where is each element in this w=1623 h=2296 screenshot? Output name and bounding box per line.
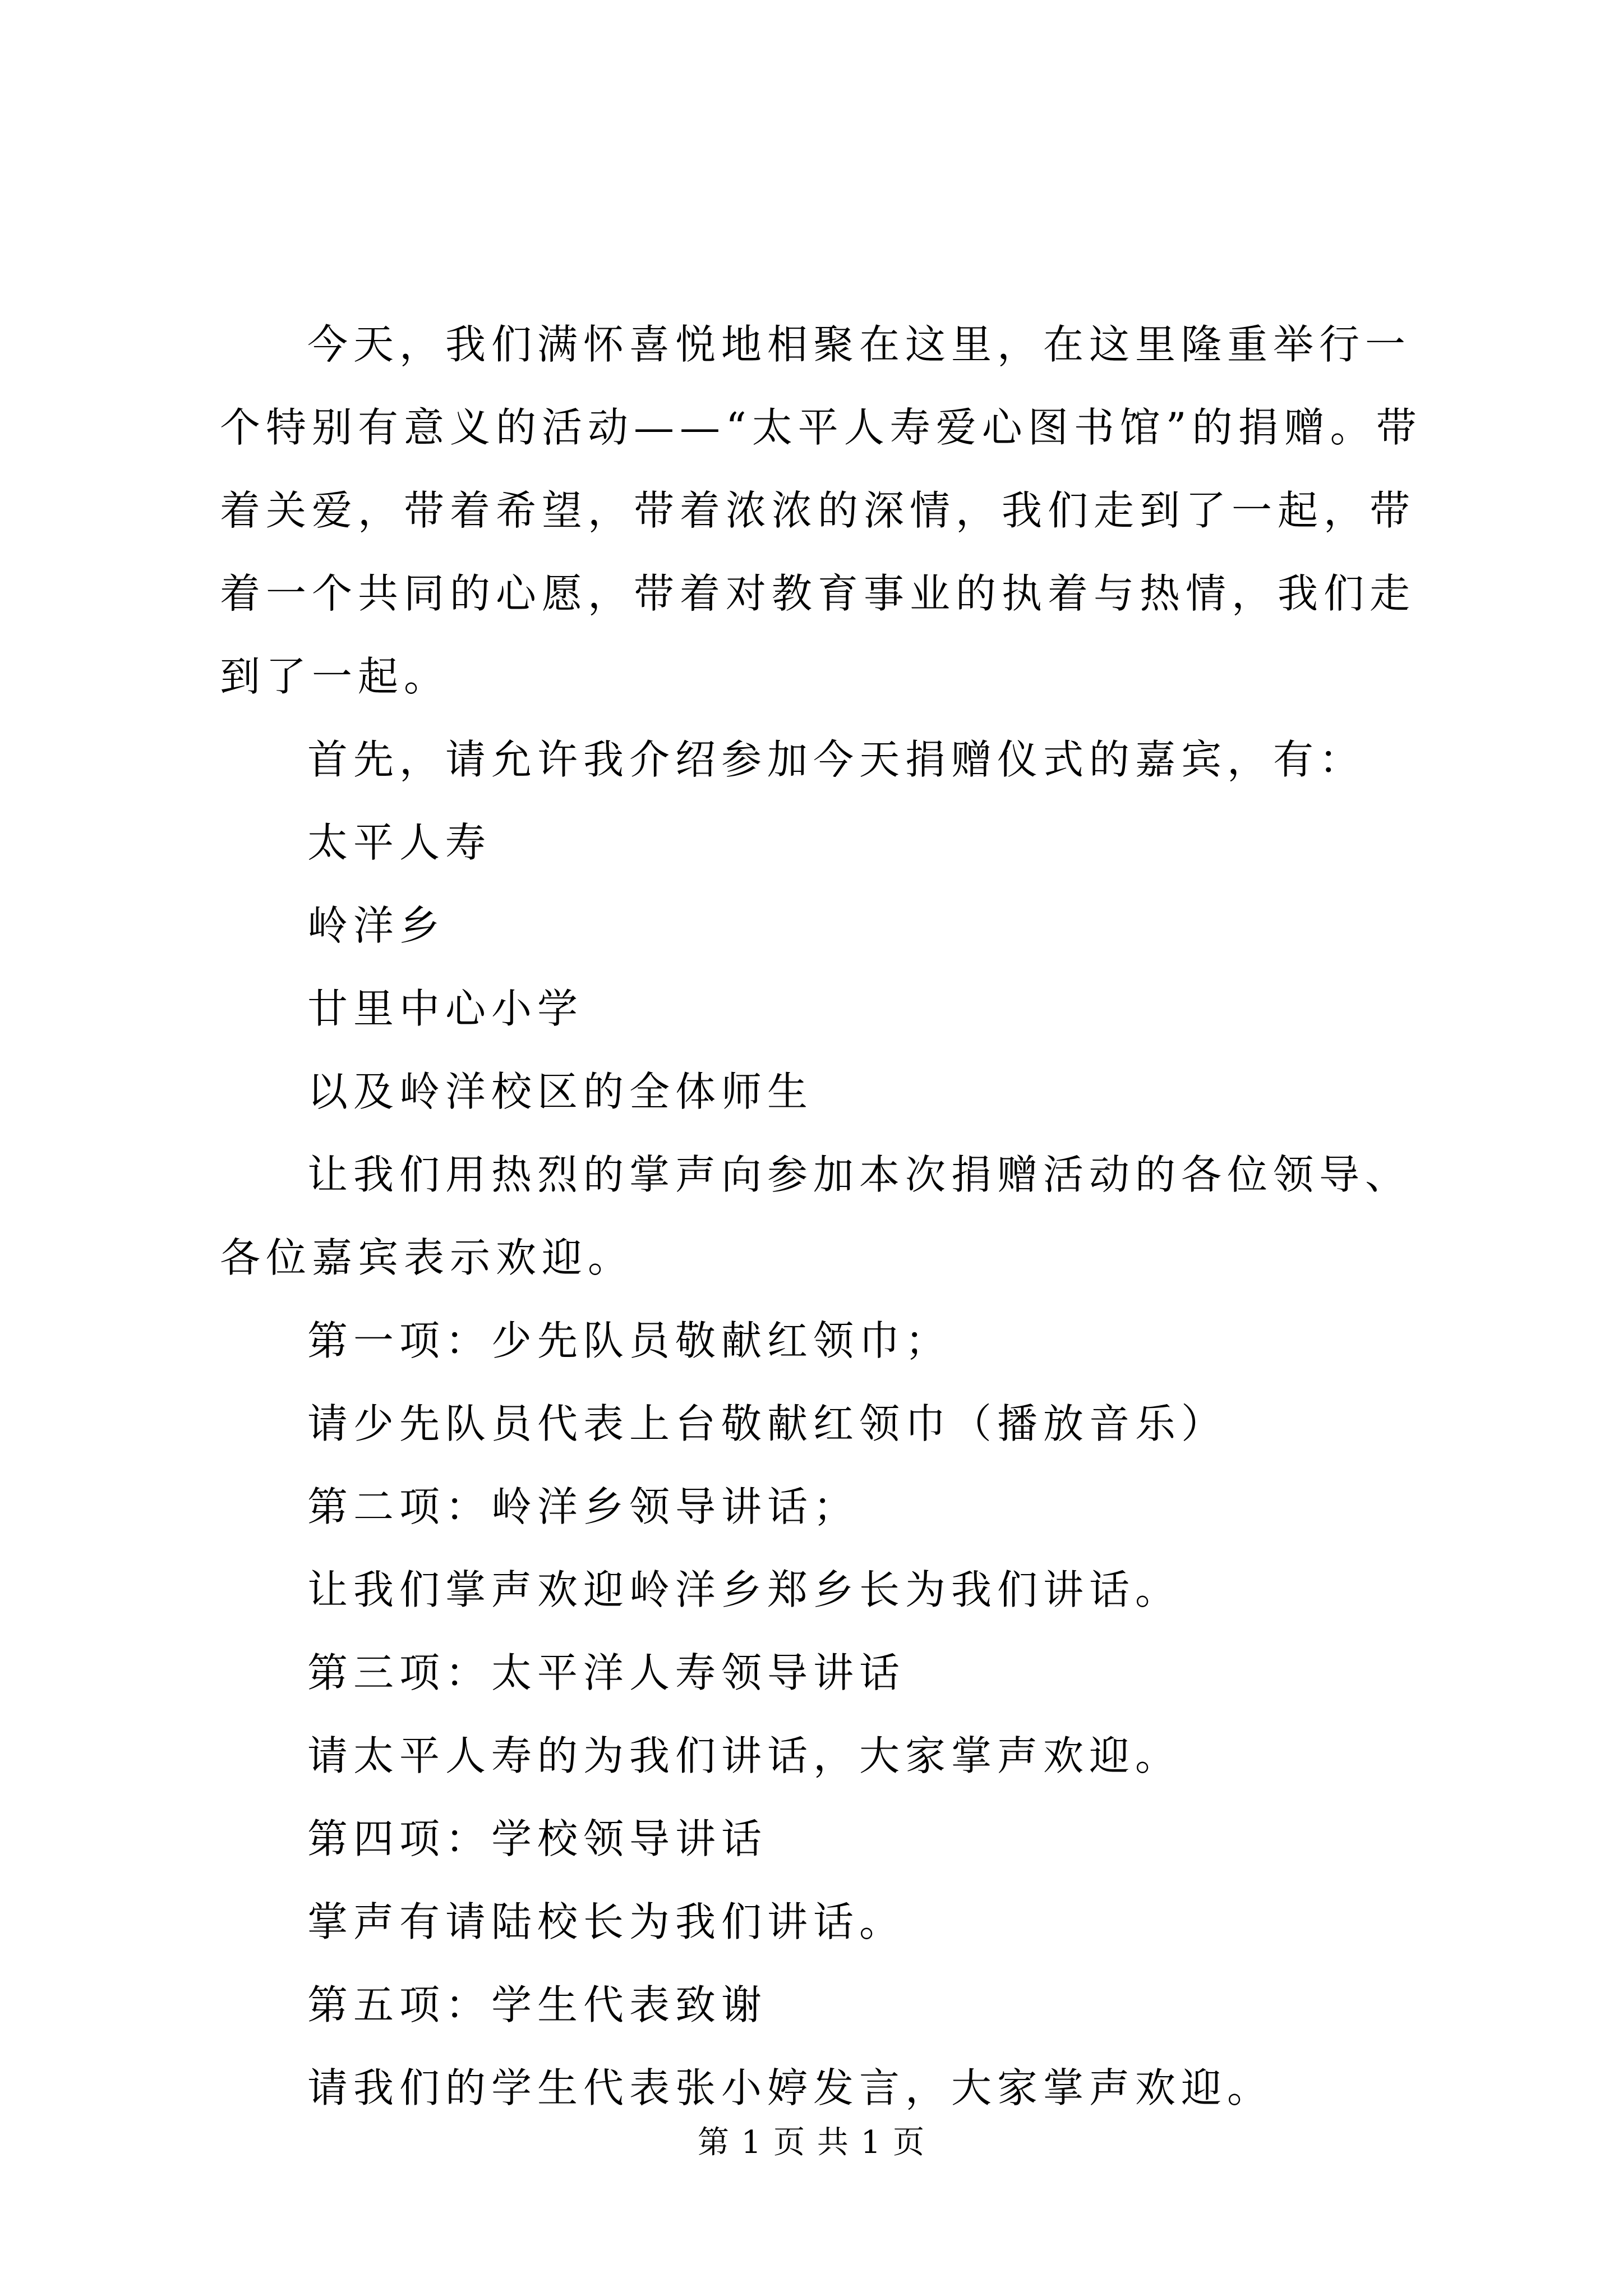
guest-list-item: 太平人寿 (307, 819, 492, 866)
document-body (220, 303, 1437, 2129)
agenda-item-detail: 让我们掌声欢迎岭洋乡郑乡长为我们讲话。 (307, 1566, 1182, 1613)
paragraph-welcome: 让我们用热烈的掌声向参加本次捐赠活动的各位领导、各位嘉宾表示欢迎。 (220, 1151, 1412, 1281)
agenda-item-heading: 第一项：少先队员敬献红领巾； (307, 1317, 952, 1364)
agenda-item-detail: 请我们的学生代表张小婷发言，大家掌声欢迎。 (307, 2064, 1274, 2111)
paragraph-opening: 今天，我们满怀喜悦地相聚在这里，在这里隆重举行一个特别有意义的活动——“太平人寿爱心图书馆”的捐赠。带着关爱，带着希望，带着浓浓的深情，我们走到了一起，带着一个共同的心愿，带着对教育事业的执着与热情，我们走到了一起。 (220, 321, 1422, 700)
agenda-item-heading: 第五项：学生代表致谢 (307, 1981, 768, 2028)
page-number-footer: 第 1 页 共 1 页 (697, 2124, 926, 2161)
agenda-item-heading: 第二项：岭洋乡领导讲话； (307, 1483, 860, 1530)
guest-list-item: 廿里中心小学 (307, 985, 584, 1032)
paragraph-guest-intro: 首先，请允许我介绍参加今天捐赠仪式的嘉宾，有： (307, 736, 1366, 783)
guest-list-item: 以及岭洋校区的全体师生 (307, 1068, 814, 1115)
agenda-item-detail: 请少先队员代表上台敬献红领巾（播放音乐） (307, 1400, 1228, 1447)
agenda-item-heading: 第三项：太平洋人寿领导讲话 (307, 1649, 906, 1696)
agenda-item-detail: 请太平人寿的为我们讲话，大家掌声欢迎。 (307, 1732, 1182, 1779)
agenda-item-heading: 第四项：学校领导讲话 (307, 1815, 768, 1862)
guest-list-item: 岭洋乡 (307, 902, 446, 949)
agenda-item-detail: 掌声有请陆校长为我们讲话。 (307, 1898, 906, 1945)
